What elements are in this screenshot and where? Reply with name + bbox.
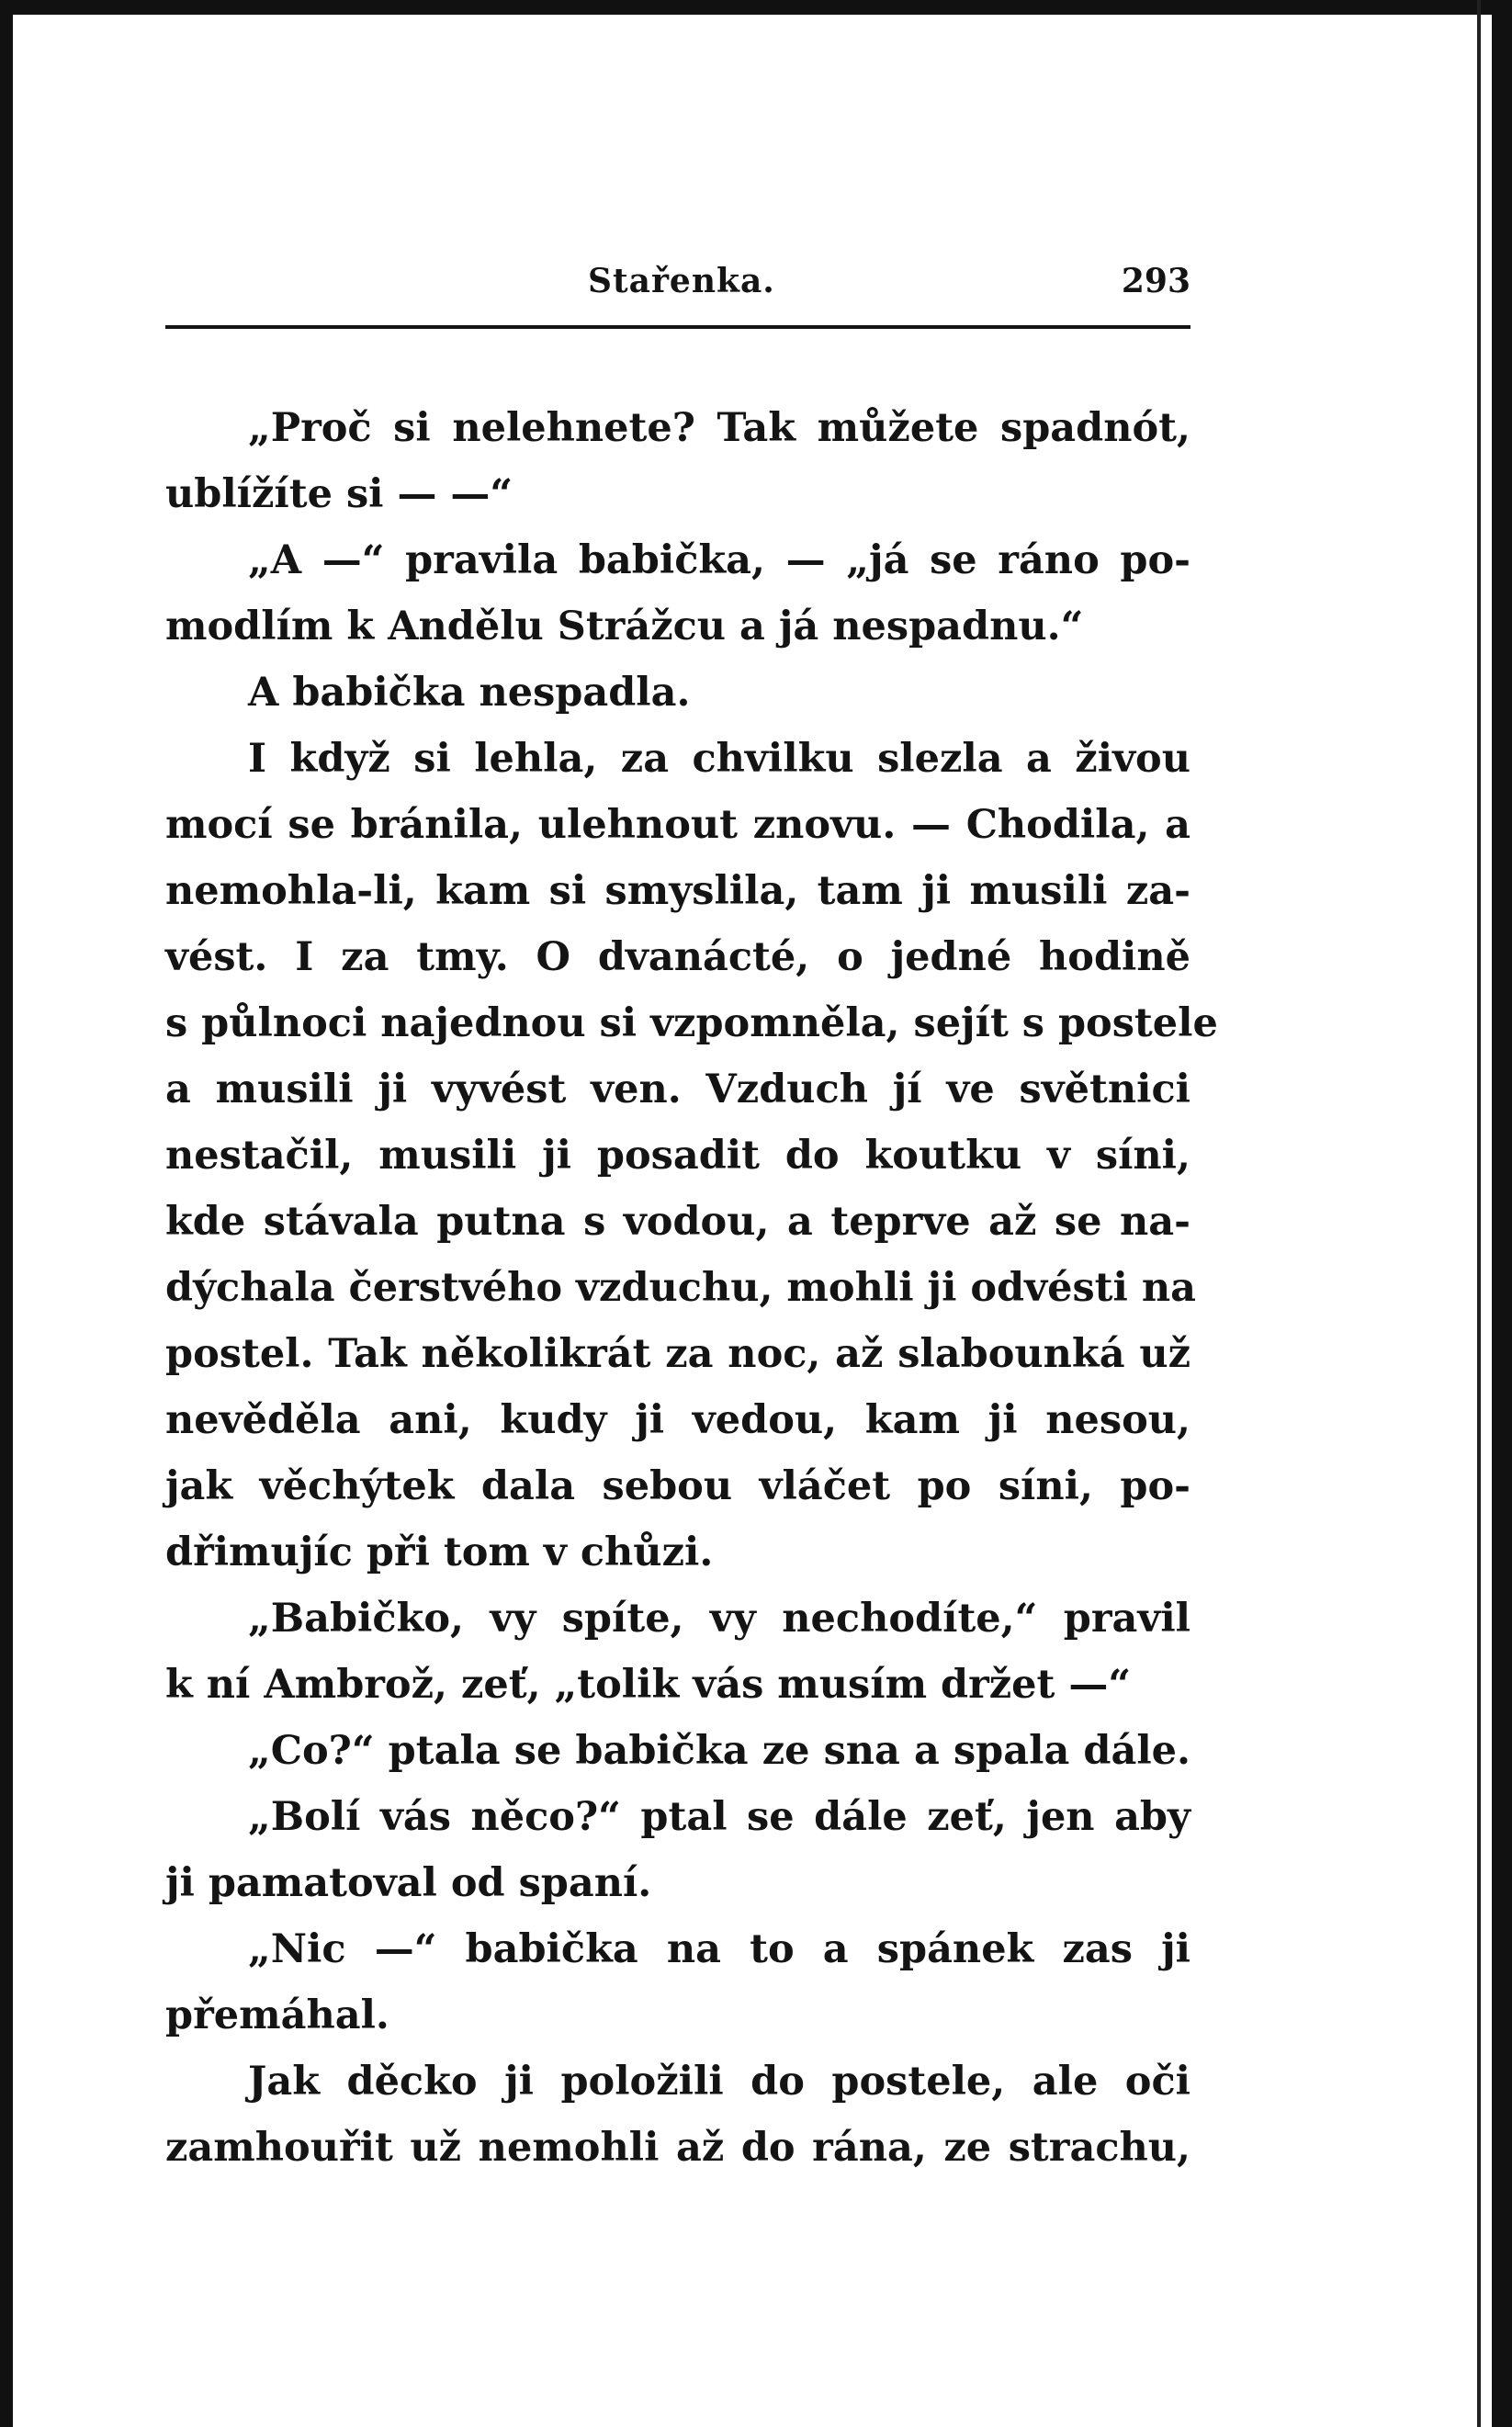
text-line: ublížíte si — —“ <box>165 471 513 517</box>
text-line: zamhouřit už nemohli až do rána, ze strachu, <box>165 2125 1190 2171</box>
page-number: 293 <box>1121 262 1190 300</box>
text-line: dýchala čerstvého vzduchu, mohli ji odvésti na <box>165 1265 1196 1311</box>
text-line: kde stávala putna s vodou, a teprve až se na- <box>165 1199 1190 1245</box>
text-line: postel. Tak několikrát za noc, až slabounká už <box>165 1331 1190 1377</box>
text-line: vést. I za tmy. O dvanácté, o jedné hodině <box>165 934 1190 980</box>
page-right-inner-line <box>1477 0 1481 2427</box>
text-line: „A —“ pravila babička, — „já se ráno po- <box>248 537 1190 583</box>
page-header <box>165 262 1190 317</box>
text-line: I když si lehla, za chvilku slezla a živou <box>248 736 1190 782</box>
text-line: modlím k Andělu Strážcu a já nespadnu.“ <box>165 604 1084 649</box>
text-line: ji pamatoval od spaní. <box>165 1860 652 1906</box>
text-line: s půlnoci najednou si vzpomněla, sejít s postele <box>165 1000 1218 1046</box>
text-line: nevěděla ani, kudy ji vedou, kam ji nesou, <box>165 1397 1190 1443</box>
text-line: „Proč si nelehnete? Tak můžete spadnót, <box>248 405 1190 451</box>
text-line: k ní Ambrož, zeť, „tolik vás musím držet —“ <box>165 1662 1132 1708</box>
header-rule <box>165 325 1190 329</box>
text-line: Jak děcko ji položili do postele, ale oči <box>248 2059 1190 2105</box>
text-line: „Babičko, vy spíte, vy nechodíte,“ pravil <box>248 1596 1190 1642</box>
text-line: a musili ji vyvést ven. Vzduch jí ve světnici <box>165 1067 1190 1112</box>
text-line: nemohla-li, kam si smyslila, tam ji musili za- <box>165 868 1190 914</box>
text-line: „Co?“ ptala se babička ze sna a spala dále. <box>248 1728 1190 1774</box>
text-line: „Nic —“ babička na to a spánek zas ji <box>248 1926 1190 1972</box>
text-line: dřimujíc při tom v chůzi. <box>165 1530 714 1575</box>
page-left-border <box>0 0 13 2427</box>
page-top-border <box>0 0 1512 15</box>
body-text <box>165 395 1218 2181</box>
running-title: Stařenka. <box>588 262 775 300</box>
text-line: „Bolí vás něco?“ ptal se dále zeť, jen aby <box>248 1794 1190 1840</box>
text-line: nestačil, musili ji posadit do koutku v síni, <box>165 1133 1190 1179</box>
text-line: A babička nespadla. <box>248 670 691 716</box>
text-line: mocí se bránila, ulehnout znovu. — Chodila, a <box>165 802 1190 848</box>
page-right-border <box>1492 0 1512 2427</box>
text-line: jak věchýtek dala sebou vláčet po síni, po- <box>165 1463 1190 1509</box>
text-line: přemáhal. <box>165 1992 389 2038</box>
